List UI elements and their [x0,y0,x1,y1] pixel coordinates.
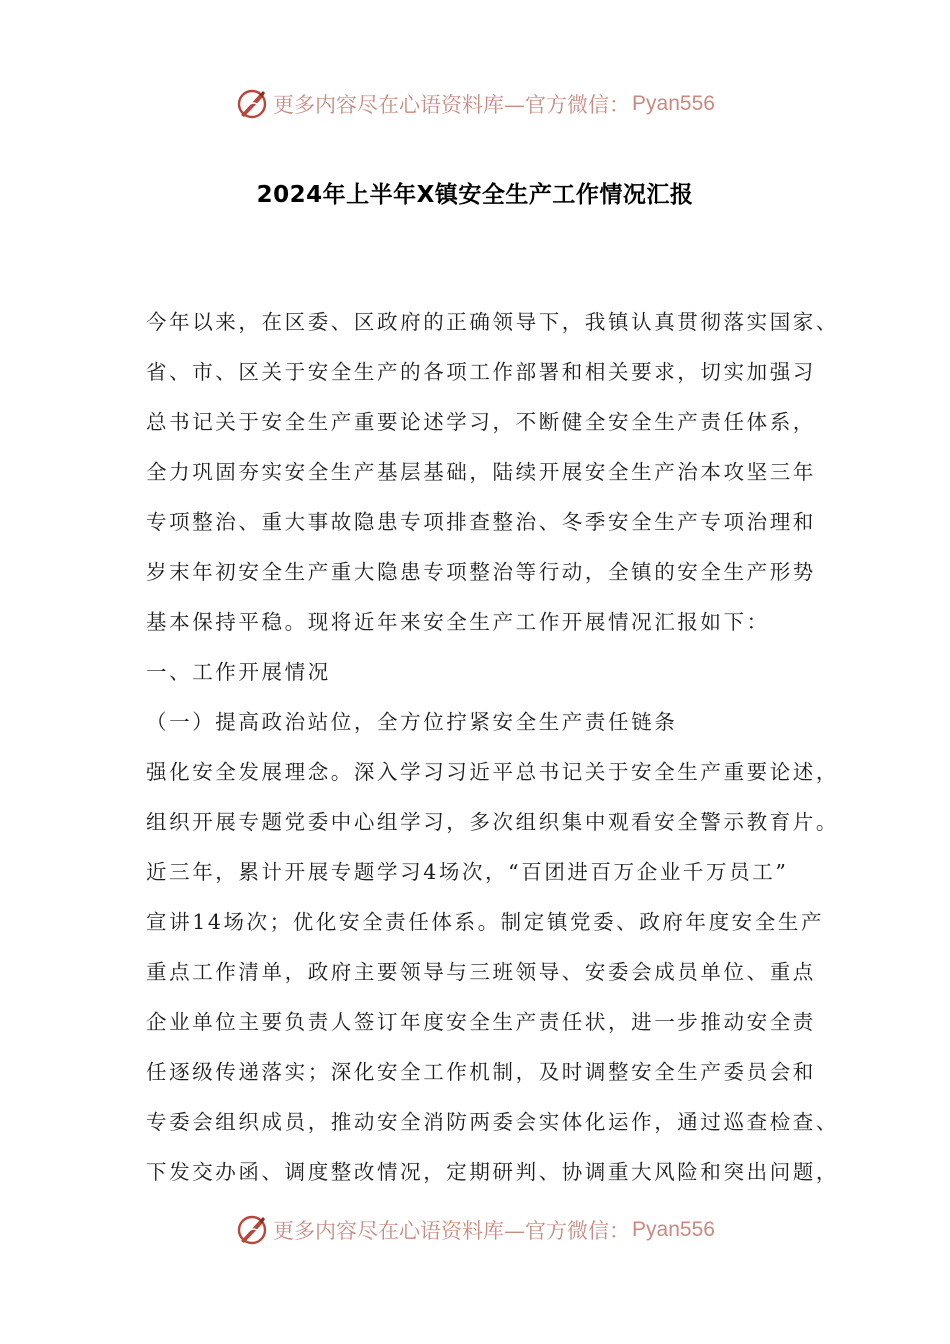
body-line: 基本保持平稳。现将近年来安全生产工作开展情况汇报如下： [146,610,770,634]
wechat-id: Pyan556 [632,92,715,115]
body-line: 专项整治、重大事故隐患专项排查整治、冬季安全生产专项治理和 [146,510,816,534]
wechat-id: Pyan556 [632,1218,715,1241]
body-line: 岁末年初安全生产重大隐患专项整治等行动，全镇的安全生产形势 [146,560,816,584]
body-line: 省、市、区关于安全生产的各项工作部署和相关要求，切实加强习 [146,360,816,384]
body-line: 组织开展专题党委中心组学习，多次组织集中观看安全警示教育片。 [146,810,839,834]
body-line: 今年以来，在区委、区政府的正确领导下，我镇认真贯彻落实国家、 [146,310,839,334]
body-line: 重点工作清单，政府主要领导与三班领导、安委会成员单位、重点 [146,960,816,984]
body-line: 专委会组织成员，推动安全消防两委会实体化运作，通过巡查检查、 [146,1110,839,1134]
watermark-text: 更多内容尽在心语资料库—官方微信： [273,1219,631,1243]
body-line: 企业单位主要负责人签订年度安全生产责任状，进一步推动安全责 [146,1010,816,1034]
body-line: 近三年，累计开展专题学习4场次，“百团进百万企业千万员工” [146,860,789,884]
body-line: 强化安全发展理念。深入学习习近平总书记关于安全生产重要论述， [146,760,839,784]
subsection-heading: （一）提高政治站位，全方位拧紧安全生产责任链条 [146,710,678,734]
section-heading: 一、工作开展情况 [146,660,331,684]
document-title: 2024年上半年X镇安全生产工作情况汇报 [256,182,694,208]
body-line: 下发交办函、调度整改情况，定期研判、协调重大风险和突出问题， [146,1160,839,1184]
watermark-banner-top [0,84,950,124]
pen-logo-icon [235,87,269,121]
watermark-text: 更多内容尽在心语资料库—官方微信： [273,93,631,117]
pen-logo-icon [235,1213,269,1247]
body-line: 总书记关于安全生产重要论述学习，不断健全安全生产责任体系， [146,410,816,434]
body-line: 全力巩固夯实安全生产基层基础，陆续开展安全生产治本攻坚三年 [146,460,816,484]
watermark-banner-bottom [0,1210,950,1250]
document-body [146,297,846,1197]
body-line: 宣讲14场次；优化安全责任体系。制定镇党委、政府年度安全生产 [146,910,825,934]
body-line: 任逐级传递落实；深化安全工作机制，及时调整安全生产委员会和 [146,1060,816,1084]
